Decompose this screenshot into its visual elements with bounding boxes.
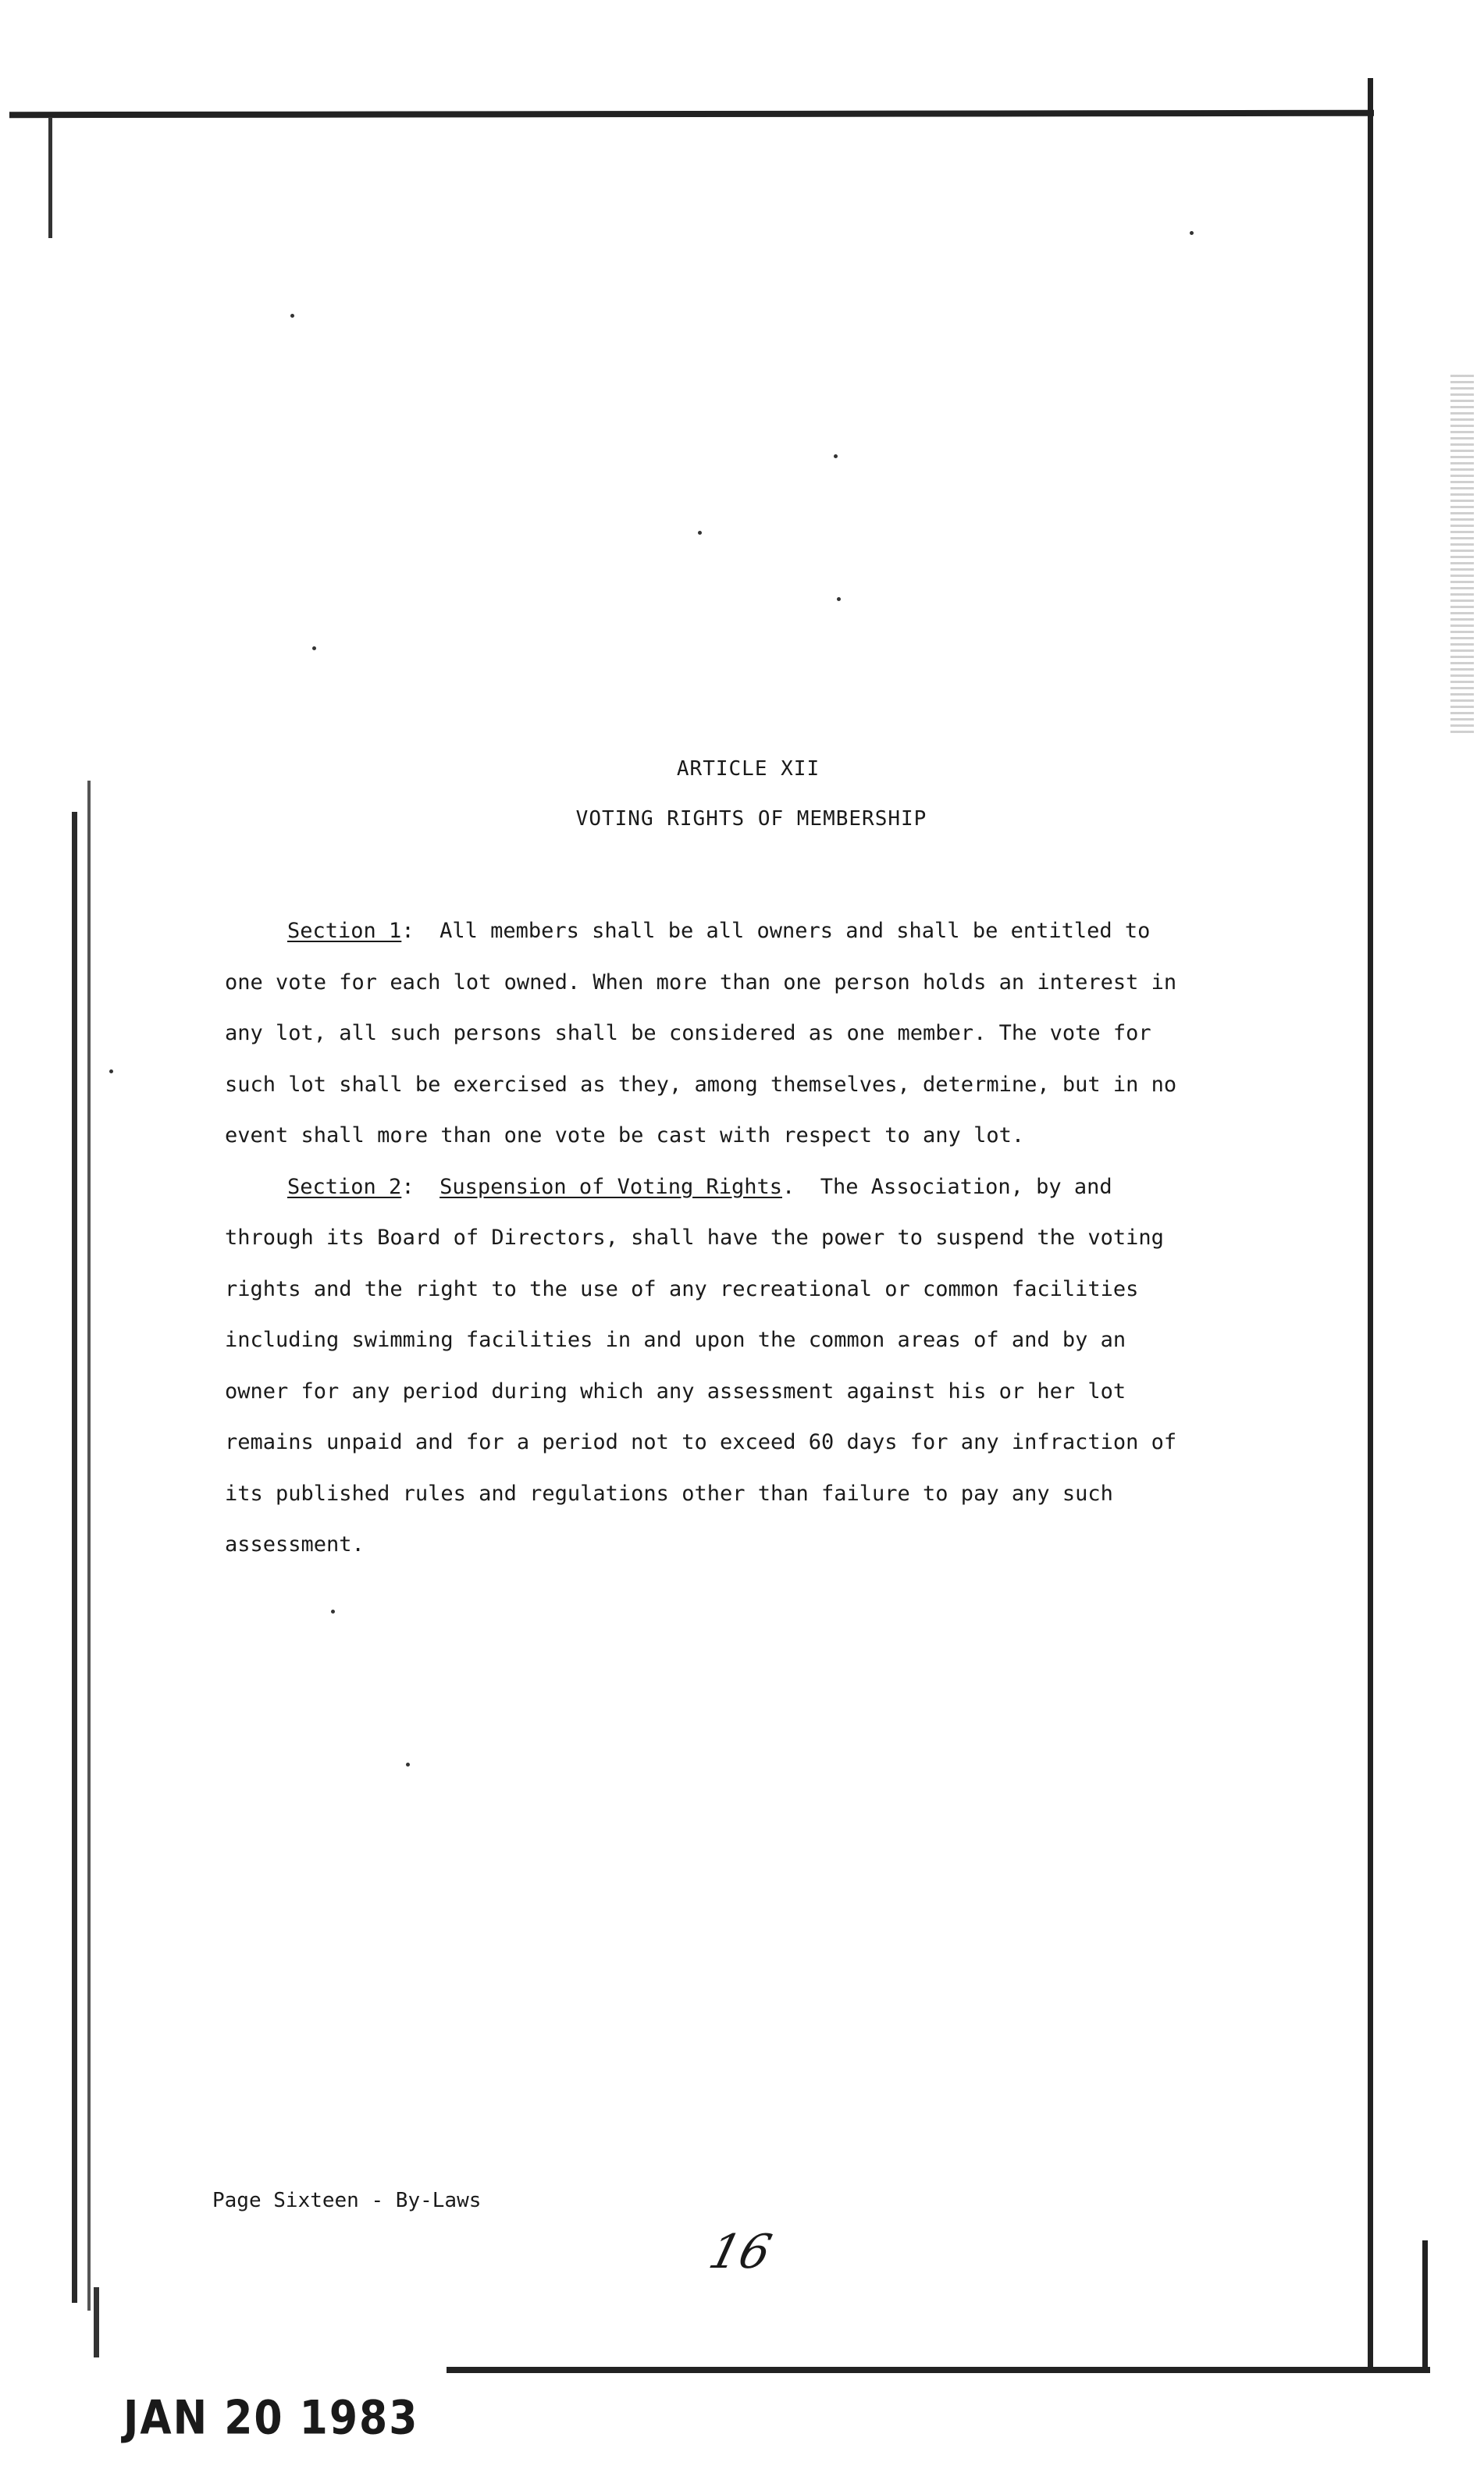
page-border-right bbox=[1368, 78, 1373, 2373]
section-2-paragraph: Section 2: Suspension of Voting Rights. The Association, by and through its Board of Directors, shall have the power to suspend the voting rights and the right to the use of any recreational or common facilities including swimming facilities in and upon the common areas of and by an owner for any period during which any assessment against his or her lot remains unpaid and for a period not to exceed 60 days for any infraction of its published rules and regulations other than failure to pay any such assessment. bbox=[225, 1174, 1177, 1557]
page-border-right-bottom bbox=[1422, 2240, 1428, 2373]
article-subheading: VOTING RIGHTS OF MEMBERSHIP bbox=[575, 807, 927, 831]
page-border-bottom bbox=[447, 2367, 1430, 2373]
scan-speck bbox=[1190, 231, 1194, 235]
section-2-title: Suspension of Voting Rights bbox=[440, 1174, 782, 1199]
scan-speck bbox=[109, 1069, 113, 1073]
section-2-text: The Association, by and through its Board of Directors, shall have the power to suspend the voting rights and the right to the use of any recreational or common facilities including swimming facilities in and upon the common areas of and by an owner for any period during which any assessment against his or her lot remains unpaid and for a period not to exceed 60 days for any infraction of its published rules and regulations other than failure to pay any such assessment. bbox=[225, 1174, 1177, 1557]
scan-speck bbox=[834, 454, 838, 458]
scan-speck bbox=[837, 597, 841, 601]
page-footer: Page Sixteen - By-Laws bbox=[212, 2189, 482, 2212]
page-border-left-top bbox=[48, 117, 52, 238]
page-border-top bbox=[9, 110, 1374, 118]
date-stamp: JAN 20 1983 bbox=[123, 2391, 419, 2446]
page-border-left-bottom bbox=[94, 2287, 99, 2357]
section-1-label: Section 1 bbox=[287, 919, 402, 943]
article-body bbox=[225, 906, 1193, 1571]
scan-speck bbox=[406, 1763, 410, 1767]
scan-speck bbox=[290, 314, 294, 318]
scan-speck bbox=[331, 1610, 335, 1614]
page-border-left bbox=[72, 812, 77, 2303]
section-1-text: All members shall be all owners and shall be entitled to one vote for each lot owned. When more than one person holds an interest in any lot, all such persons shall be considered as one member. The vote for such lot shall be exercised as they, among themselves, determine, but in no event shall more than one vote be cast with respect to any lot. bbox=[225, 919, 1177, 1148]
section-2-label: Section 2 bbox=[287, 1174, 402, 1199]
handwritten-page-number: 16 bbox=[703, 2225, 778, 2279]
scan-speck bbox=[698, 531, 702, 535]
scan-speck bbox=[312, 646, 316, 650]
section-1-paragraph: Section 1: All members shall be all owners and shall be entitled to one vote for each lot owned. When more than one person holds an interest in any lot, all such persons shall be considered as one member. The vote for such lot shall be exercised as they, among themselves, determine, but in no event shall more than one vote be cast with respect to any lot. bbox=[225, 919, 1177, 1148]
article-heading: ARTICLE XII bbox=[676, 757, 820, 781]
scan-edge-artifact bbox=[1450, 375, 1474, 734]
page-border-left-inner bbox=[87, 781, 91, 2311]
